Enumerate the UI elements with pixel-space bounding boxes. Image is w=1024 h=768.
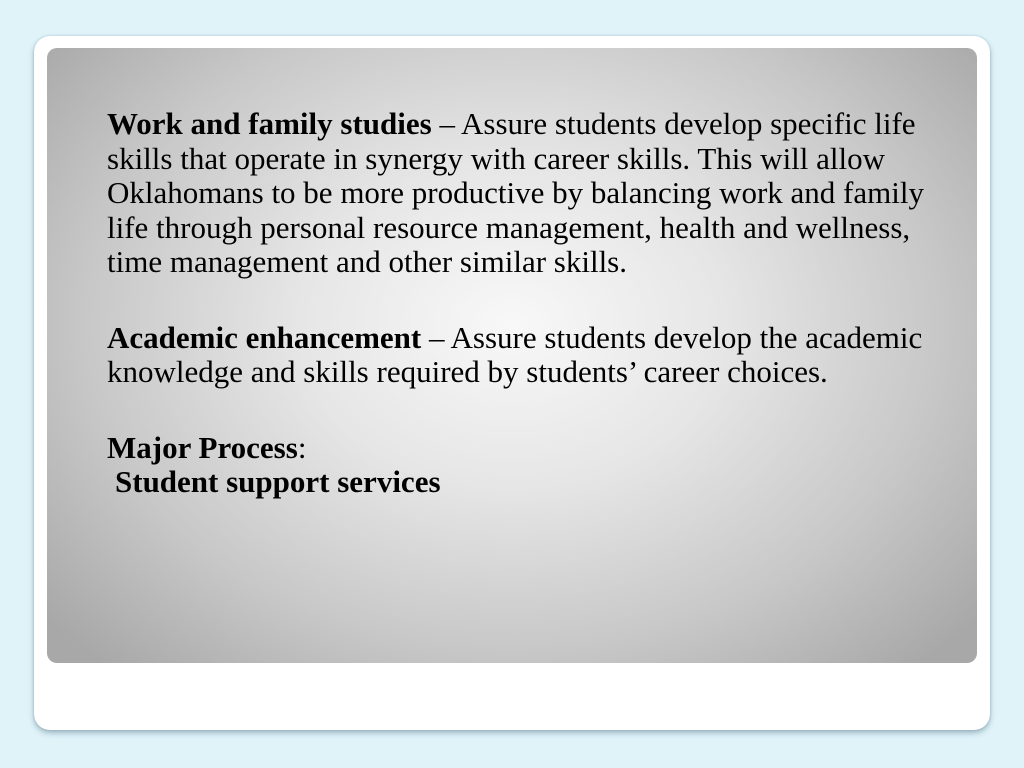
paragraph-body: Assure students develop specific life skills that operate in synergy with career skills. This will allow Oklahomans to be more productive by balancing work and family life through personal resource management, health and wellness, time management and other similar skills.: [107, 106, 924, 279]
paragraph-heading: Work and family studies: [107, 106, 432, 141]
major-process-colon: :: [297, 429, 307, 465]
separator: –: [421, 319, 451, 355]
major-process: [107, 431, 967, 500]
slide-text: [107, 107, 967, 500]
major-process-heading: Major Process: [107, 429, 298, 465]
paragraph-heading: Academic enhancement: [107, 319, 422, 355]
separator: –: [431, 106, 461, 141]
paragraph-work-family: [107, 107, 967, 280]
major-process-item: Student support services: [115, 464, 441, 499]
paragraph-academic: [107, 321, 967, 390]
paragraph-body: Assure students develop the academic knowledge and skills required by students’ career choices.: [107, 319, 923, 389]
